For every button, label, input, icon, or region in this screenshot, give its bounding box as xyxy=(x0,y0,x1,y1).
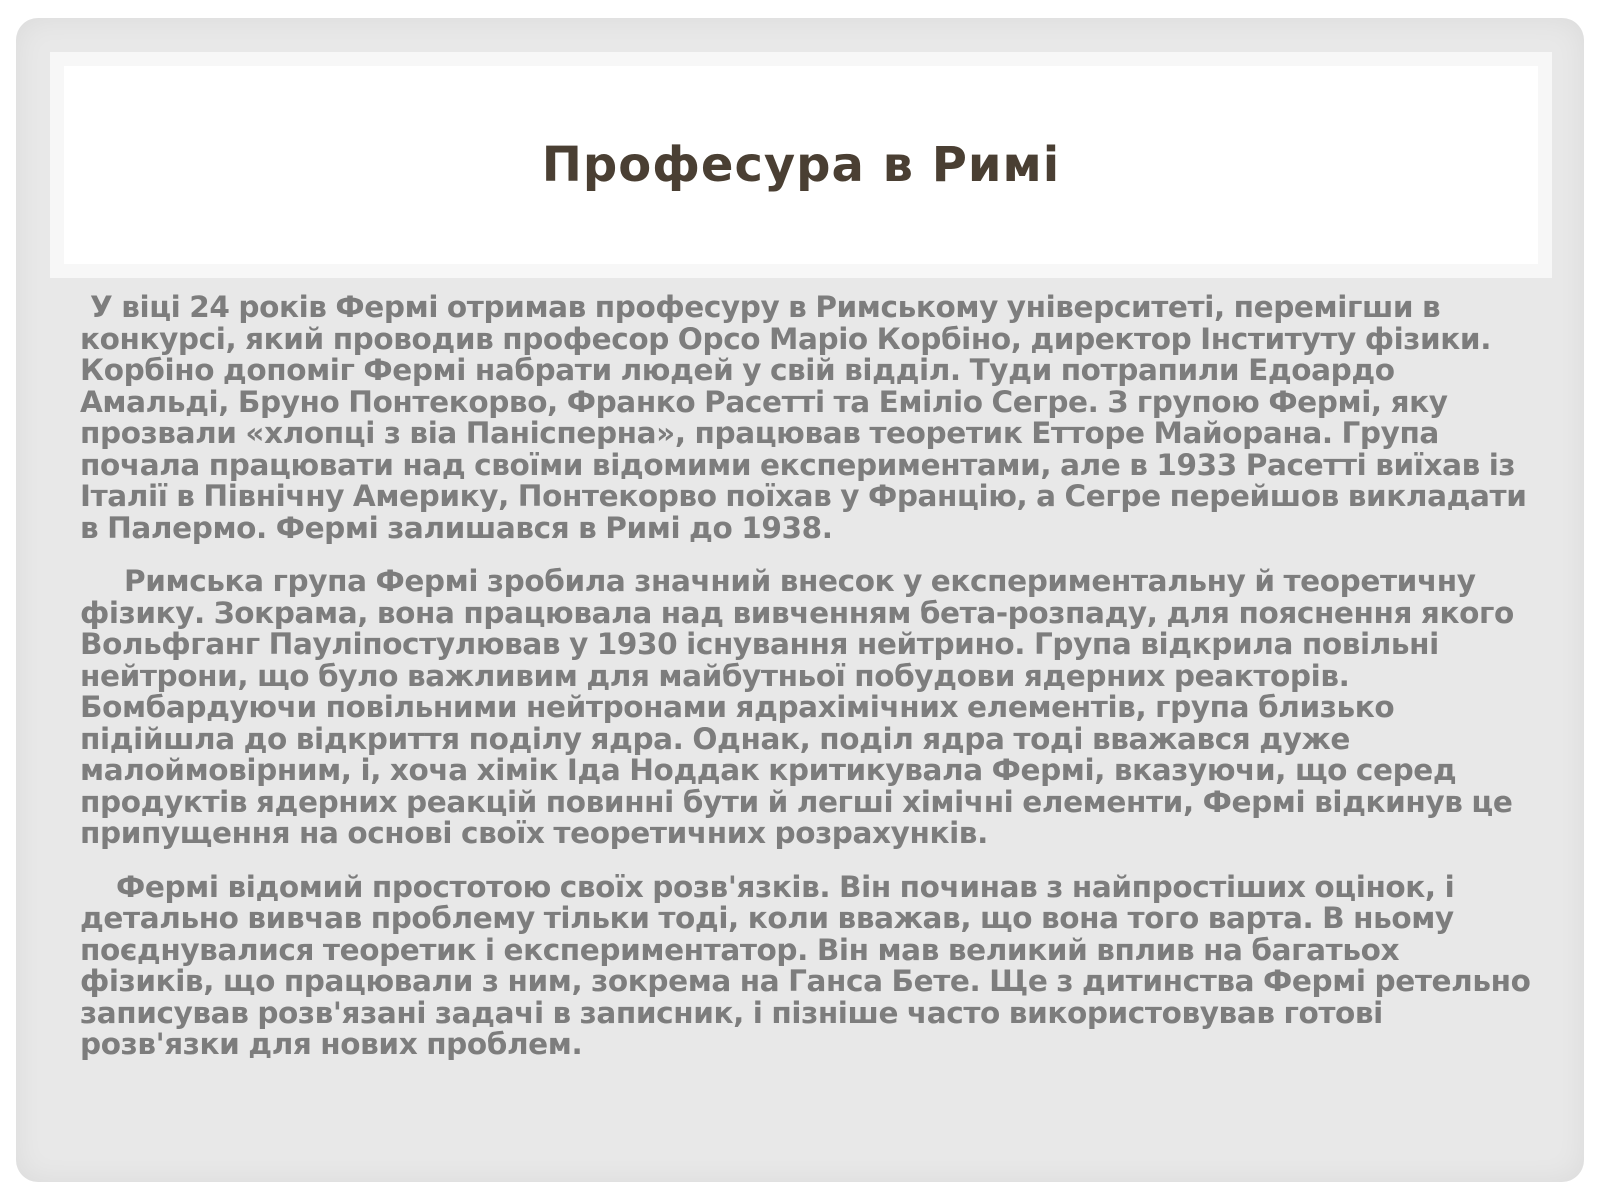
title-box xyxy=(50,52,1552,278)
paragraph-3: Фермі відомий простотою своїх розв'язків. Він починав з найпростіших оцінок, і детально вивчав проблему тільки тоді, коли вважав, що вона того варта. В ньому поєднувалися теоретик і експериментатор. Він мав великий вплив на багатьох фізиків, що працювали з ним, зокрема на Ганса Бете. Ще з дитинства Фермі ретельно записував розв'язані задачі в записник, і пізніше часто використовував готові розв'язки для нових проблем. xyxy=(80,869,1531,1061)
slide-title: Професура в Римі xyxy=(541,137,1061,193)
paragraph-1: У віці 24 років Фермі отримав професуру в Римському університеті, перемігши в конкурсі, який проводив професор Орсо Маріо Корбіно, директор Інституту фізики. Корбіно допоміг Фермі набрати людей у свій відділ. Туди потрапили Едоардо Амальді, Бруно Понтекорво, Франко Расетті та Еміліо Сегре. З групою Фермі, яку прозвали «хлопці з віа Паніспeрна», працював теоретик Етторе Майорана. Група почала працювати над своїми відомими експериментами, але в 1933 Расетті виїхав із Італії в Північну Америку, Понтекорво поїхав у Францію, а Сегре перейшов викладати в Палермо. Фермі залишався в Римі до 1938. xyxy=(80,290,1527,545)
paragraph-2: Римська група Фермі зробила значний внесок у експериментальну й теоретичну фізику. Зокрама, вона працювала над вивченням бета-розпаду, для пояснення якого Вольфганг Пауліпостулював у 1930 існування нейтрино. Група відкрила повільні нейтрони, що було важливим для майбутньої побудови ядерних реакторів. Бомбардуючи повільними нейтронами ядрахімічних елементів, група близько підійшла до відкриття поділу ядра. Однак, поділ ядра тоді вважався дуже малоймовірним, і, хоча хімік Іда Ноддак критикувала Фермі, вказуючи, що серед продуктів ядерних реакцій повинні бути й легші хімічні елементи, Фермі відкинув це припущення на основі своїх теоретичних розрахунків. xyxy=(80,564,1514,850)
slide xyxy=(16,18,1584,1182)
slide-body xyxy=(80,292,1540,1083)
